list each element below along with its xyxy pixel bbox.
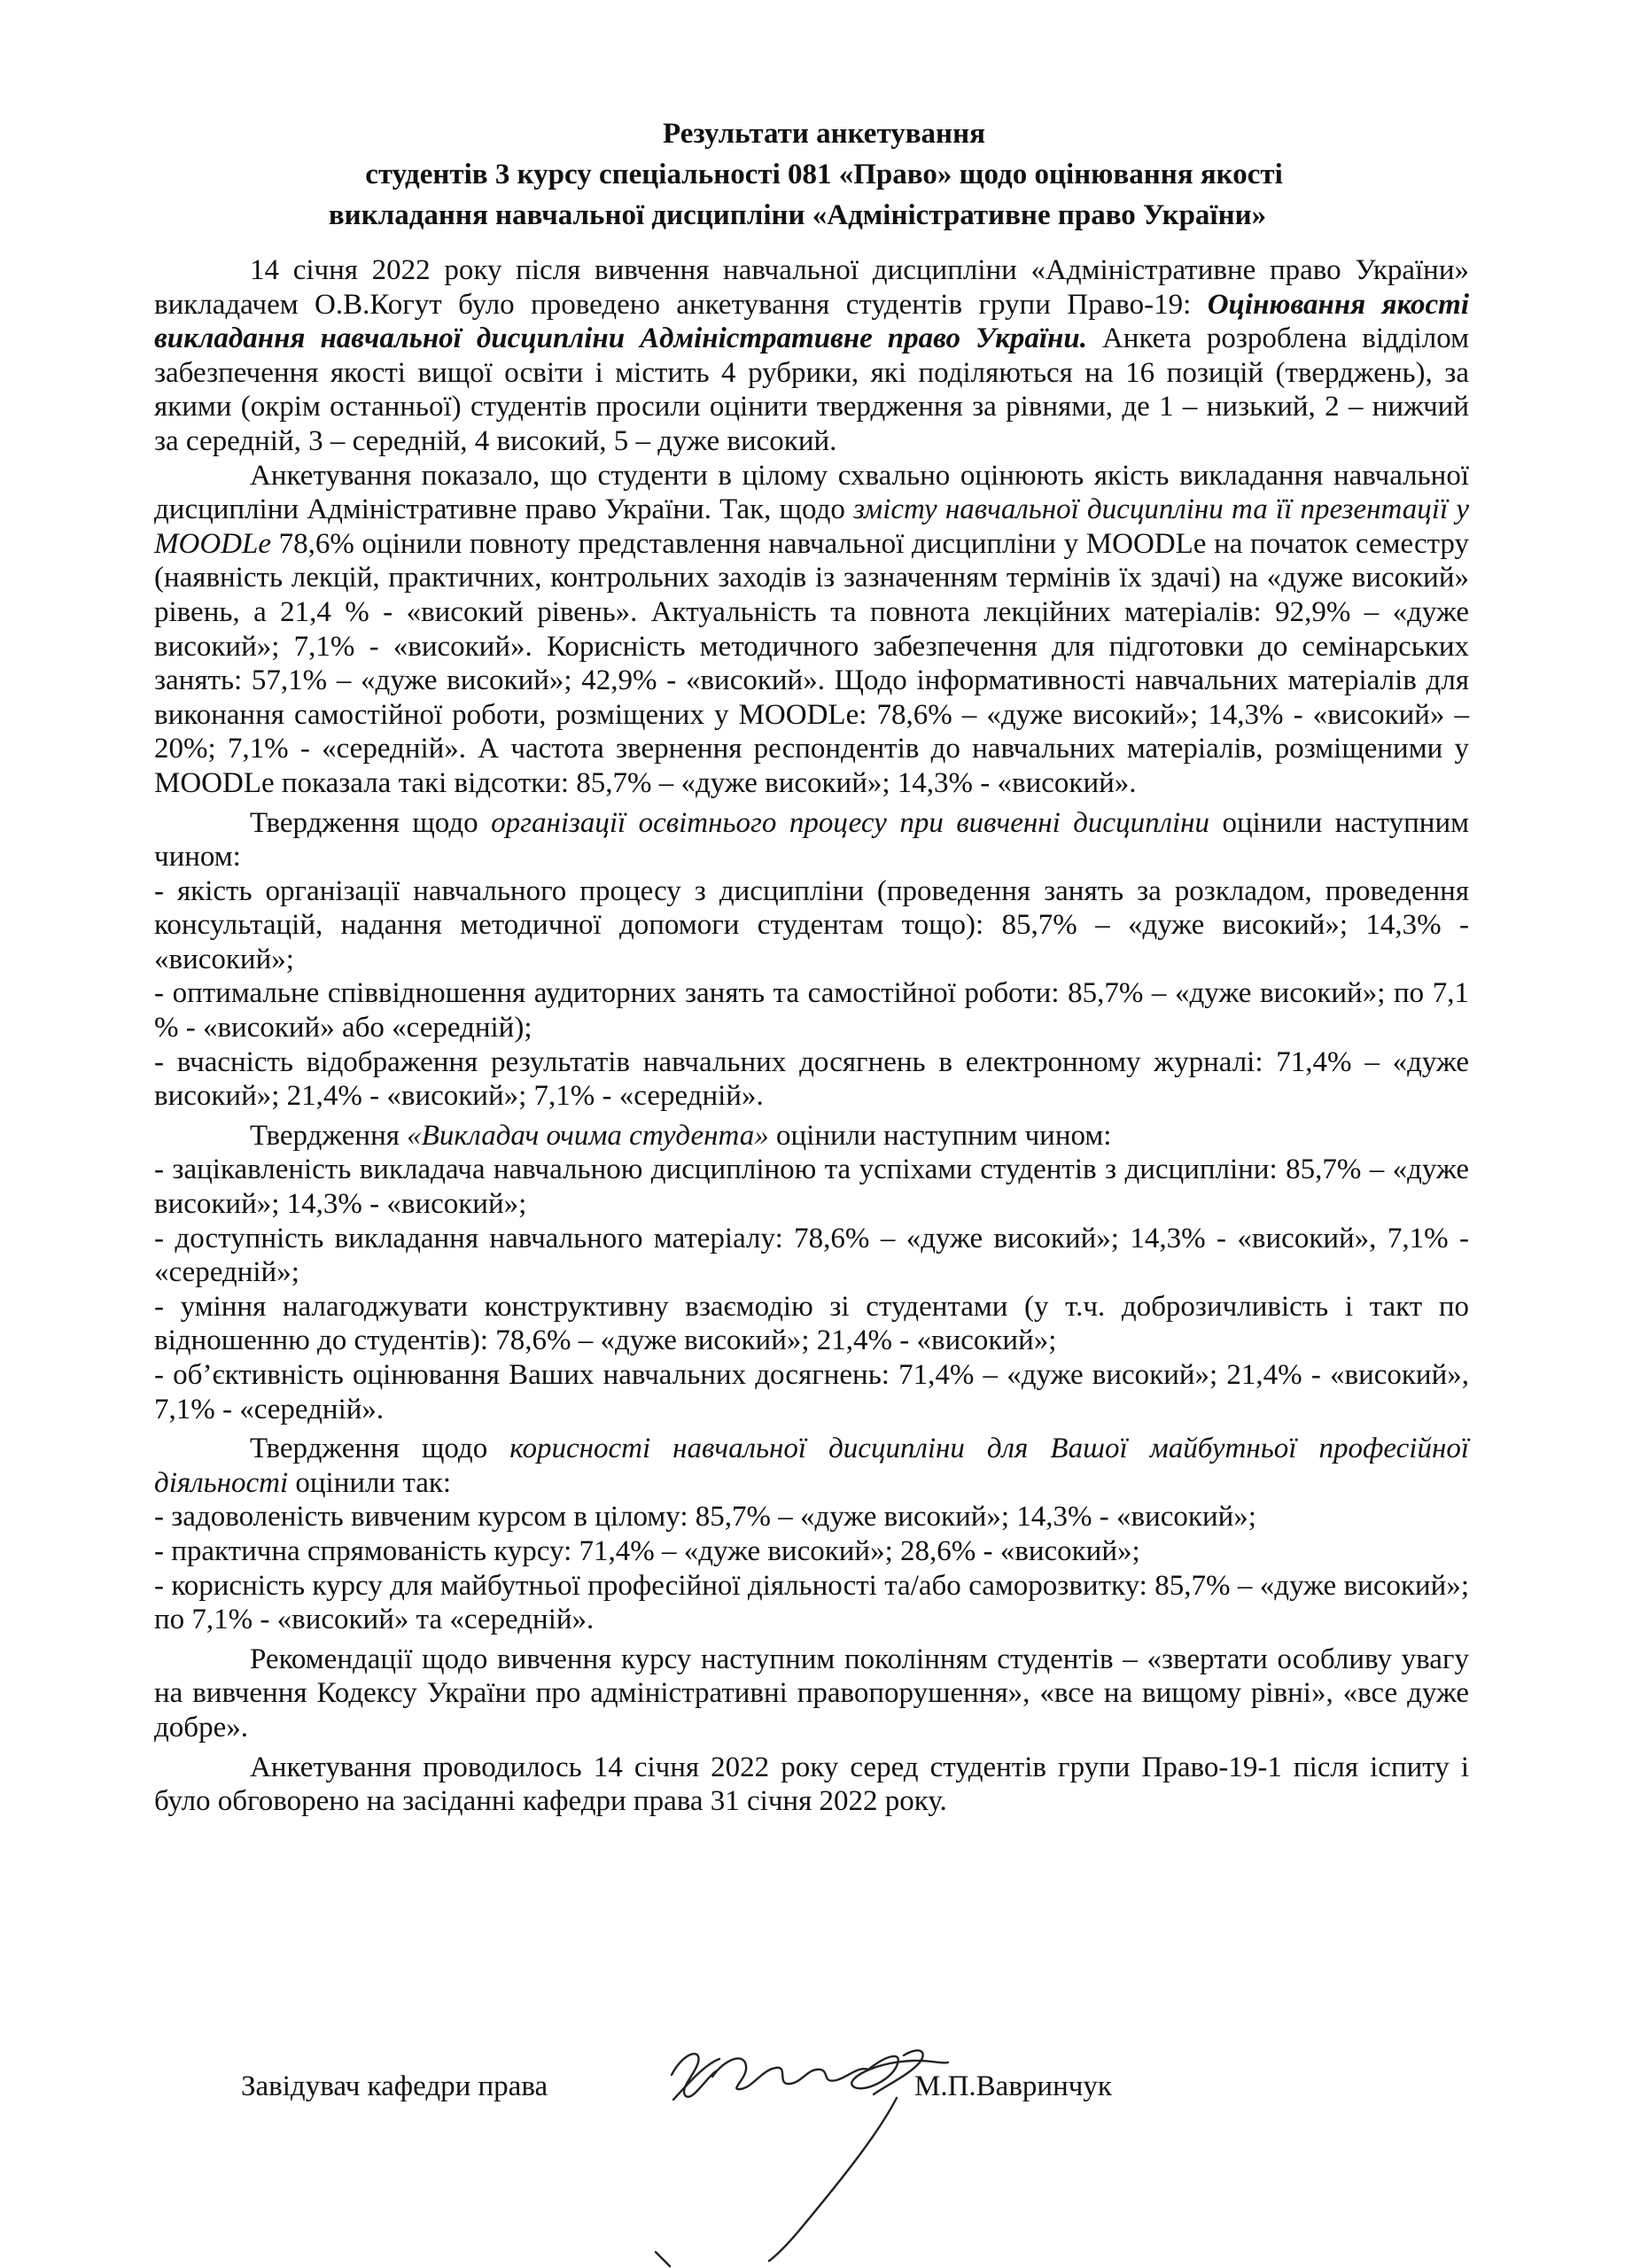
usefulness-topic: корисності навчальної дисципліни для Вашої майбутньої професійної діяльності [154, 1433, 1469, 1499]
signatory-position: Завідувач кафедри права [241, 2070, 548, 2102]
teacher-topic: «Викладач очима студента» [407, 1119, 769, 1152]
intro-rest: Анкета розроблена відділом забезпечення якості вищої освіти і містить 4 рубрики, які поділяються на 16 позицій (тверджень), за якими (окрім останньої) студентів просили оцінити твердження за рівнями, де 1 – низький, 2 – нижчий за середній, 3 – середній, 4 високий, 5 – дуже високий. [154, 322, 1469, 457]
usefulness-text-a: Твердження щодо [250, 1433, 510, 1465]
title-line-3: викладання навчальної дисципліни «Адміністративне право України» [328, 199, 1267, 231]
teacher-text-b: оцінили наступним чином: [768, 1119, 1112, 1152]
title-line-1: Результати анкетування [663, 118, 985, 150]
signatory-name: М.П.Вавринчук [914, 2070, 1112, 2102]
list-item: - доступність викладання навчального матеріалу: 78,6% – «дуже високий»; 14,3% - «високий», 7,1% - «середній»; [154, 1222, 1469, 1289]
intro-text: 14 січня 2022 року після вивчення навчальної дисципліни «Адміністративне право України» викладачем О.В.Когут було проведено анкетування студентів групи Право-19: [154, 254, 1469, 321]
list-item: - зацікавленість викладача навчальною дисципліною та успіхами студентів з дисципліни: 85,7% – «дуже високий»; 14,3% - «високий»; [154, 1153, 1469, 1221]
paragraph-content-section [154, 459, 1469, 801]
paragraph-organization [154, 806, 1469, 874]
paragraph-teacher [154, 1119, 1469, 1153]
organization-text-b: оцінили наступним чином: [154, 806, 1469, 874]
content-text-b: 78,6% оцінили повноту представлення навчальної дисципліни у MOODLe на початок семестру (наявність лекцій, практичних, контрольних заходів із зазначенням термінів їх здачі) на «дуже високий» рівень, а 21,4 % - «високий рівень». Актуальність та повнота лекційних матеріалів: 92,9% – «дуже високий»; 7,1% - «високий». Корисність методичного забезпечення для підготовки до семінарських занять: 57,1% – «дуже високий»; 42,9% - «високий». Щодо інформативності навчальних матеріалів для виконання самостійної роботи, розміщених у MOODLe: 78,6% – «дуже високий»; 14,3% - «високий» – 20%; 7,1% - «середній». А частота звернення респондентів до навчальних матеріалів, розміщеними у MOODLe показала такі відсотки: 85,7% – «дуже високий»; 14,3% - «високий». [154, 527, 1469, 799]
usefulness-text-b: оцінили так: [288, 1466, 452, 1499]
list-item: - корисність курсу для майбутньої професійної діяльності та/або саморозвитку: 85,7% – «дуже високий»; по 7,1% - «високий» та «середній». [154, 1569, 1469, 1636]
content-topic: змісту навчальної дисципліни та її презентації у MOODLe [154, 493, 1469, 560]
list-item: - уміння налагоджувати конструктивну взаємодію зі студентами (у т.ч. доброзичливість і такт по відношенню до студентів): 78,6% – «дуже високий»; 21,4% - «високий»; [154, 1290, 1469, 1357]
paragraph-intro [154, 253, 1469, 459]
list-item: - задоволеність вивченим курсом в цілому: 85,7% – «дуже високий»; 14,3% - «високий»; [154, 1501, 1256, 1534]
handwritten-signature-icon [620, 2020, 1028, 2268]
list-item: - оптимальне співвідношення аудиторних занять та самостійної роботи: 85,7% – «дуже високий»; по 7,1 % - «високий» або «середній); [154, 977, 1469, 1045]
list-item: - об’єктивність оцінювання Ваших навчальних досягнень: 71,4% – «дуже високий»; 21,4% - «високий», 7,1% - «середній». [154, 1359, 1469, 1425]
list-item: - якість організації навчального процесу з дисципліни (проведення занять за розкладом, проведення консультацій, надання методичної допомоги студентам тощо): 85,7% – «дуже високий»; 14,3% - «високий»; [154, 874, 1469, 975]
document-title [0, 113, 1648, 236]
document-body [154, 253, 1469, 1819]
title-line-2: студентів 3 курсу спеціальності 081 «Право» щодо оцінювання якості [365, 159, 1283, 190]
paragraph-recommendations: Рекомендації щодо вивчення курсу наступним поколінням студентів – «звертати особливу увагу на вивчення Кодексу України про адміністративні правопорушення», «все на вищому рівні», «все дуже добре». [154, 1643, 1469, 1744]
paragraph-usefulness [154, 1432, 1469, 1500]
list-item: - вчасність відображення результатів навчальних досягнень в електронному журналі: 71,4% – «дуже високий»; 21,4% - «високий»; 7,1% - «середній». [154, 1045, 1469, 1113]
teacher-text-a: Твердження [250, 1119, 408, 1152]
organization-topic: організації освітнього процесу при вивченні дисципліни [491, 806, 1210, 839]
list-item: - практична спрямованість курсу: 71,4% – «дуже високий»; 28,6% - «високий»; [154, 1534, 1140, 1567]
content-text-a: Анкетування показало, що студенти в цілому схвально оцінюють якість викладання навчальної дисципліни Адміністративне право України. Так, щодо [154, 459, 1469, 526]
paragraph-conclusion: Анкетування проводилось 14 січня 2022 року серед студентів групи Право-19-1 після іспиту і було обговорено на засіданні кафедри права 31 січня 2022 року. [154, 1751, 1469, 1818]
survey-name: Оцінювання якості викладання навчальної дисципліни Адміністративне право України. [154, 288, 1470, 355]
organization-text-a: Твердження щодо [250, 806, 492, 839]
